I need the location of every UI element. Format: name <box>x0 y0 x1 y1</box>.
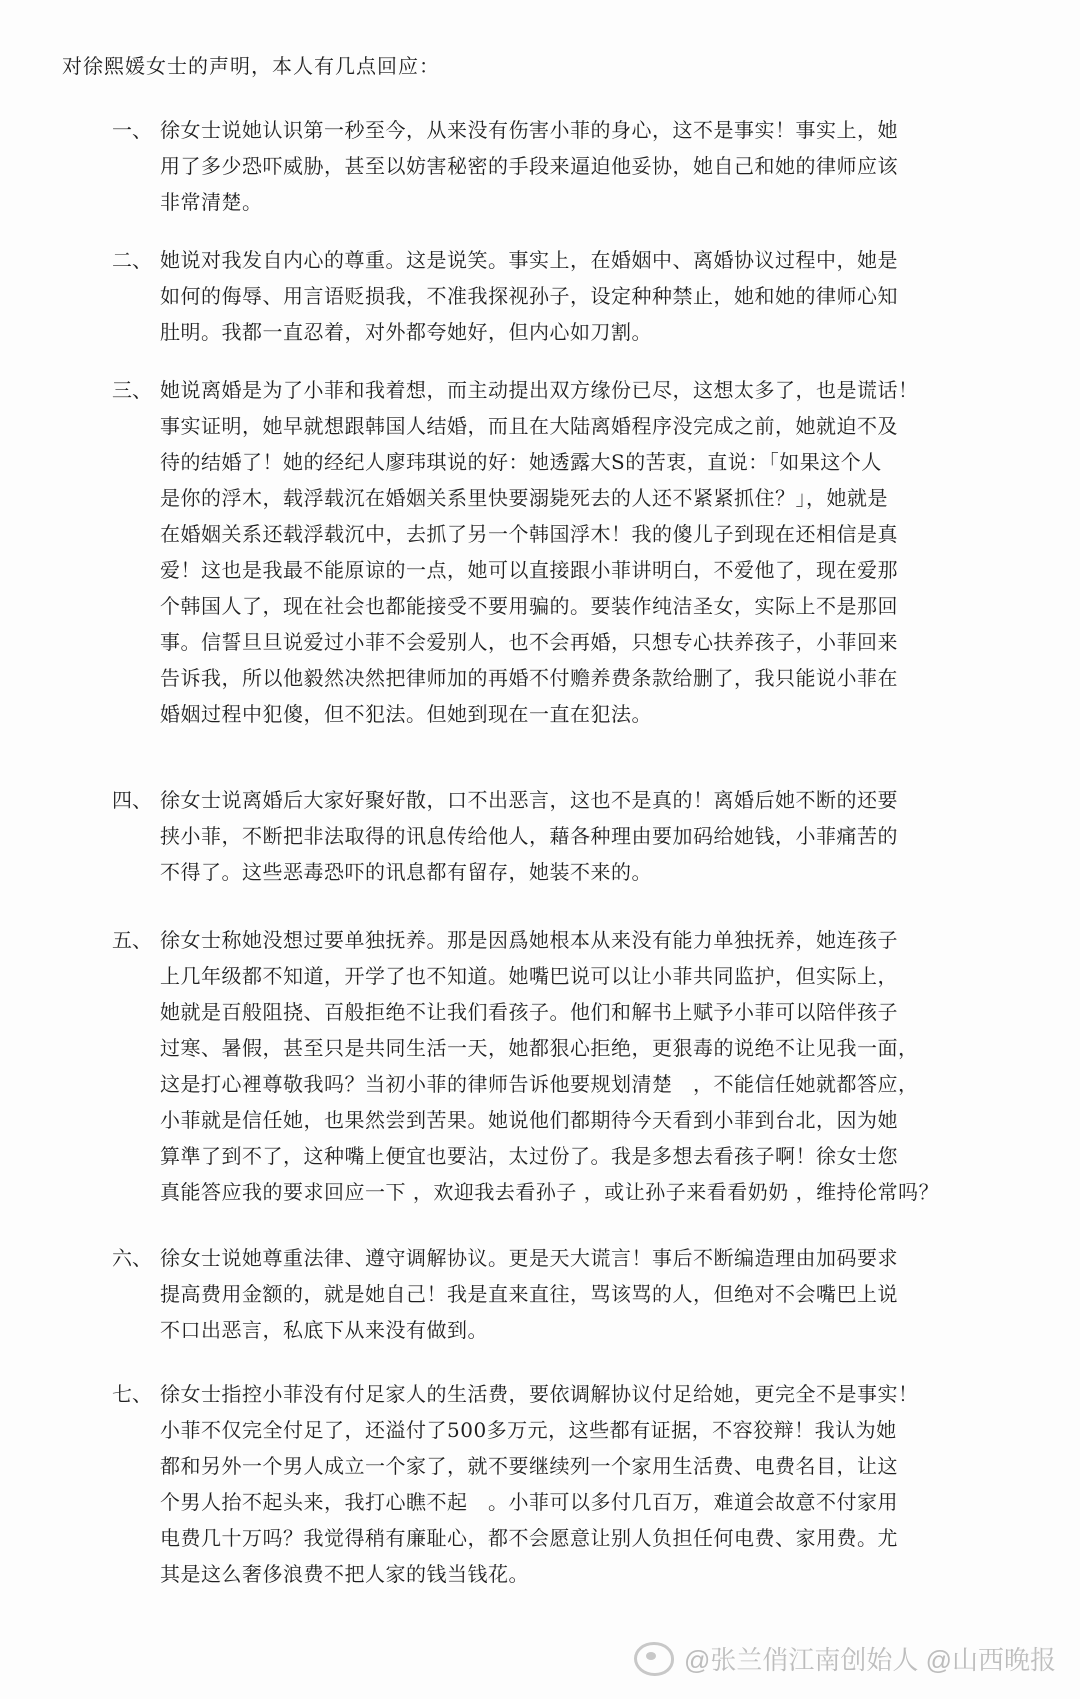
text-line: 算準了到不了，这种嘴上便宜也要沾，太过份了。我是多想去看孩子啊！徐女士您 <box>160 1144 898 1168</box>
section-number: 五、 <box>112 928 152 952</box>
section-5 <box>112 922 1002 1210</box>
text-line: 告诉我，所以他毅然决然把律师加的再婚不付赡养费条款给删了，我只能说小菲在 <box>160 666 898 690</box>
text-line: 徐女士说她认识第一秒至今，从来没有伤害小菲的身心，这不是事实！事实上，她 <box>160 118 898 142</box>
text-line: 其是这么奢侈浪费不把人家的钱当钱花。 <box>160 1562 529 1586</box>
section-1 <box>112 112 1002 220</box>
section-number: 三、 <box>112 378 152 402</box>
text-line: 小菲就是信任她，也果然尝到苦果。她说他们都期待今天看到小菲到台北，因为她 <box>160 1108 898 1132</box>
section-3 <box>112 372 1002 732</box>
section-number: 四、 <box>112 788 152 812</box>
text-line: 真能答应我的要求回应一下 ，欢迎我去看孙子 ，或让孙子来看看奶奶 ，维持伦常吗？ <box>160 1180 940 1204</box>
section-7 <box>112 1376 1002 1592</box>
text-line: 徐女士称她没想过要单独抚养。那是因爲她根本从来没有能力单独抚养，她连孩子 <box>160 928 898 952</box>
section-body <box>160 372 1002 732</box>
text-line: 上几年级都不知道，开学了也不知道。她嘴巴说可以让小菲共同监护，但实际上， <box>160 964 898 988</box>
text-line: 爱！这也是我最不能原谅的一点，她可以直接跟小菲讲明白，不爱他了，现在爱那 <box>160 558 898 582</box>
text-line: 都和另外一个男人成立一个家了，就不要继续列一个家用生活费、电费名目，让这 <box>160 1454 898 1478</box>
text-line: 如何的侮辱、用言语贬损我，不准我探视孙子，设定种种禁止，她和她的律师心知 <box>160 284 898 308</box>
text-line: 事实证明，她早就想跟韩国人结婚，而且在大陆离婚程序没完成之前，她就迫不及 <box>160 414 898 438</box>
section-body <box>160 1376 1002 1592</box>
text-line: 徐女士说她尊重法律、遵守调解协议。更是天大谎言！事后不断编造理由加码要求 <box>160 1246 898 1270</box>
text-line: 个韩国人了，现在社会也都能接受不要用骗的。要装作纯洁圣女，实际上不是那回 <box>160 594 898 618</box>
text-line: 徐女士说离婚后大家好聚好散，口不出恶言，这也不是真的！离婚后她不断的还要 <box>160 788 898 812</box>
text-line: 不得了。这些恶毒恐吓的讯息都有留存，她装不来的。 <box>160 860 652 884</box>
text-line: 婚姻过程中犯傻，但不犯法。但她到现在一直在犯法。 <box>160 702 652 726</box>
text-line: 挟小菲，不断把非法取得的讯息传给他人，藉各种理由要加码给她钱，小菲痛苦的 <box>160 824 898 848</box>
weibo-watermark <box>634 1640 1056 1677</box>
text-line: 事。信誓旦旦说爱过小菲不会爱别人，也不会再婚，只想专心扶养孩子，小菲回来 <box>160 630 898 654</box>
text-line: 用了多少恐吓威胁，甚至以妨害秘密的手段来逼迫他妥协，她自己和她的律师应该 <box>160 154 898 178</box>
text-line: 肚明。我都一直忍着，对外都夸她好，但内心如刀割。 <box>160 320 652 344</box>
text-line: 电费几十万吗？我觉得稍有廉耻心，都不会愿意让别人负担任何电费、家用费。尤 <box>160 1526 898 1550</box>
section-body <box>160 1240 1002 1348</box>
section-body <box>160 782 1002 890</box>
section-number: 六、 <box>112 1246 152 1270</box>
section-number: 七、 <box>112 1382 152 1406</box>
section-4 <box>112 782 1002 890</box>
text-line: 小菲不仅完全付足了，还溢付了500多万元，这些都有证据，不容狡辩！我认为她 <box>160 1418 897 1442</box>
section-2 <box>112 242 1002 350</box>
section-number: 二、 <box>112 248 152 272</box>
section-6 <box>112 1240 1002 1348</box>
section-body <box>160 112 1002 220</box>
text-line: 这是打心裡尊敬我吗？当初小菲的律师告诉他要规划清楚 ，不能信任她就都答应， <box>160 1072 919 1096</box>
weibo-logo-icon <box>634 1642 674 1676</box>
text-line: 不口出恶言，私底下从来没有做到。 <box>160 1318 488 1342</box>
text-line: 待的结婚了！她的经纪人廖玮琪说的好：她透露大S的苦衷，直说：「如果这个人 <box>160 450 882 474</box>
text-line: 她就是百般阻挠、百般拒绝不让我们看孩子。他们和解书上赋予小菲可以陪伴孩子 <box>160 1000 898 1024</box>
text-line: 过寒、暑假，甚至只是共同生活一天，她都狠心拒绝，更狠毒的说绝不让见我一面， <box>160 1036 919 1060</box>
text-line: 非常清楚。 <box>160 190 263 214</box>
text-line: 提高费用金额的，就是她自己！我是直来直往，骂该骂的人，但绝对不会嘴巴上说 <box>160 1282 898 1306</box>
section-body <box>160 922 1002 1210</box>
statement-intro: 对徐熙媛女士的声明，本人有几点回应： <box>62 54 440 78</box>
text-line: 是你的浮木，载浮载沉在婚姻关系里快要溺毙死去的人还不紧紧抓住？」，她就是 <box>160 486 888 510</box>
section-body <box>160 242 1002 350</box>
section-number: 一、 <box>112 118 152 142</box>
text-line: 她说离婚是为了小菲和我着想，而主动提出双方缘份已尽，这想太多了，也是谎话！ <box>160 378 919 402</box>
text-line: 她说对我发自内心的尊重。这是说笑。事实上，在婚姻中、离婚协议过程中，她是 <box>160 248 898 272</box>
text-line: 个男人抬不起头来，我打心瞧不起 。小菲可以多付几百万，难道会故意不付家用 <box>160 1490 898 1514</box>
text-line: 在婚姻关系还载浮载沉中，去抓了另一个韩国浮木！我的傻儿子到现在还相信是真 <box>160 522 898 546</box>
watermark-text: @张兰俏江南创始人 @山西晚报 <box>683 1645 1056 1675</box>
text-line: 徐女士指控小菲没有付足家人的生活费，要依调解协议付足给她，更完全不是事实！ <box>160 1382 919 1406</box>
